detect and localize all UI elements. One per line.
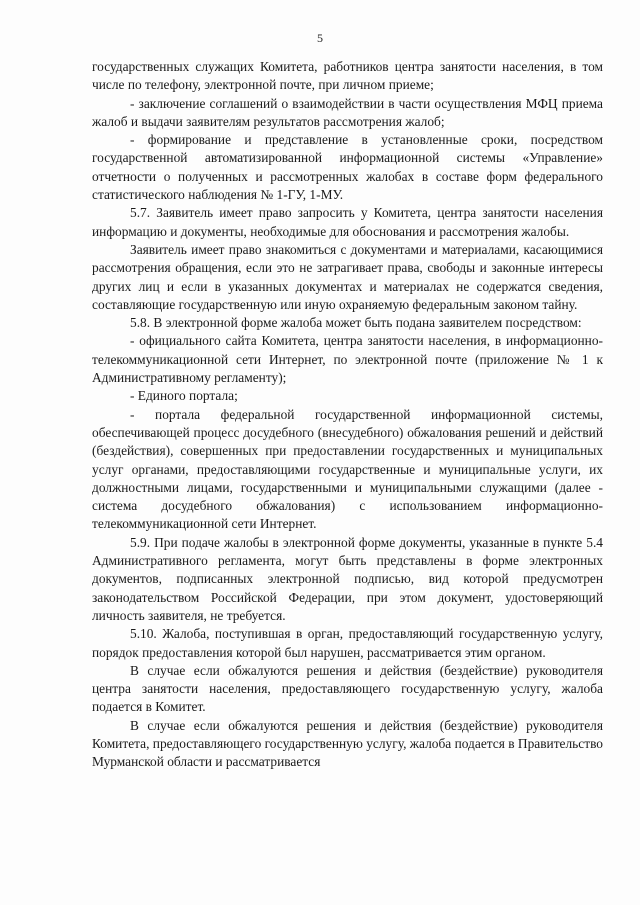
paragraph: Заявитель имеет право знакомиться с документами и материалами, касающимися рассмотрения обращения, если это не затрагивает права, свободы и законные интересы других лиц и если в указанных документах и материалах не содержатся сведения, составляющие государственную или иную охраняемую федеральным законом тайну.: [92, 241, 603, 312]
page-number: 5: [317, 31, 323, 45]
paragraph: В случае если обжалуются решения и действия (бездействие) руководителя Комитета, предоставляющего государственную услугу, жалоба подается в Правительство Мурманской области и рассматривается: [92, 717, 603, 770]
list-item: - заключение соглашений о взаимодействии в части осуществления МФЦ приема жалоб и выдачи заявителям результатов рассмотрения жалоб;: [92, 95, 603, 129]
paragraph: 5.9. При подаче жалобы в электронной форме документы, указанные в пункте 5.4 Административного регламента, могут быть представлены в форме электронных документов, подписанных электронной подписью, вид которой предусмотрен законодательством Российской Федерации, при этом документ, удостоверяющий личность заявителя, не требуется.: [92, 534, 603, 623]
paragraph: 5.10. Жалоба, поступившая в орган, предоставляющий государственную услугу, порядок предоставления которой был нарушен, рассматривается этим органом.: [92, 626, 603, 660]
paragraph: 5.7. Заявитель имеет право запросить у Комитета, центра занятости населения информацию и документы, необходимые для обоснования и рассмотрения жалобы.: [92, 205, 603, 239]
list-item: - формирование и представление в установленные сроки, посредством государственной автоматизированной информационной системы «Управление» отчетности о полученных и рассмотренных жалобах в составе форм федерального статистического наблюдения № 1-ГУ, 1-МУ.: [92, 132, 603, 203]
paragraph: государственных служащих Комитета, работников центра занятости населения, в том числе по телефону, электронной почте, при личном приеме;: [92, 59, 603, 93]
document-body: [92, 58, 603, 772]
list-item: - официального сайта Комитета, центра занятости населения, в информационно-телекоммуникационной сети Интернет, по электронной почте (приложение № 1 к Административному регламенту);: [92, 333, 603, 386]
list-item: - Единого портала;: [130, 388, 238, 404]
paragraph: 5.8. В электронной форме жалоба может быть подана заявителем посредством:: [130, 315, 582, 331]
paragraph: В случае если обжалуются решения и действия (бездействие) руководителя центра занятости населения, предоставляющего государственную услугу, жалоба подается в Комитет.: [92, 662, 603, 715]
list-item: - портала федеральной государственной информационной системы, обеспечивающей процесс досудебного (внесудебного) обжалования решений и действий (бездействия), совершенных при предоставлении государственных и муниципальных услуг органами, предоставляющими государственные и муниципальные услуги, их должностными лицами, государственными и муниципальными служащими (далее - система досудебного обжалования) с использованием информационно-телекоммуникационной сети Интернет.: [92, 406, 603, 532]
